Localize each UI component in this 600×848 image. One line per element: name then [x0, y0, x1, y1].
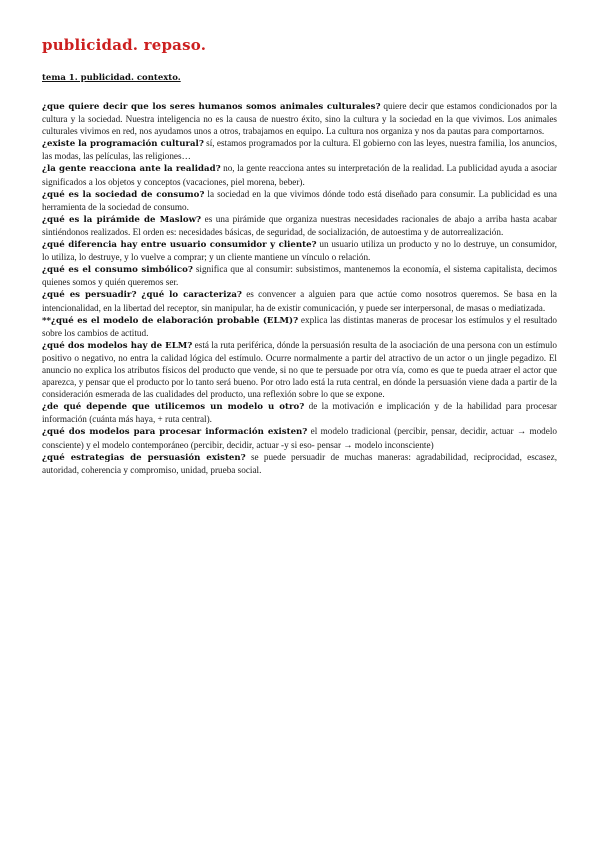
qa-item [42, 400, 557, 425]
page-title: publicidad. repaso. [42, 36, 207, 54]
answer-text: un usuario utiliza un producto y no lo destruye, un consumidor, lo utiliza, lo destruye, y lo vuelve a comprar; y un cliente mantiene un vínculo o relación. [42, 239, 557, 263]
question-text: ¿qué estrategias de persuasión existen? [42, 452, 246, 463]
answer-text: está la ruta periférica, dónde la persuasión resulta de la asociación de una persona con un estímulo positivo o negativo, no entra la calidad lógica del estímulo. Ocurre normalmente a partir del atractivo de un actor o un jingle pegadizo. El anuncio no explica los atributos físicos del producto que vende, si no que te persuade por otra vía, como es que te pueda atraer el actor que aparezca, y pensar que el producto por lo tanto será bueno. Por otro lado está la ruta central, en dónde la persuasión viene dada a partir de la consideración esmerada de las cualidades del producto, una reflexión sobre lo que se expone. [42, 339, 557, 400]
answer-text: es convencer a alguien para que actúe como nosotros queremos. Se basa en la intencionalidad, en la libertad del receptor, sin manipular, ha de existir comunicación, y puede ser interpersonal, de masas o mediatizada. [42, 289, 557, 313]
question-text: ¿la gente reacciona ante la realidad? [42, 164, 221, 175]
qa-item [42, 100, 557, 137]
question-text: ¿qué es persuadir? ¿qué lo caracteriza? [42, 290, 242, 301]
qa-item [42, 288, 557, 313]
question-text: ¿qué es la pirámide de Maslow? [42, 214, 202, 225]
question-text: ¿qué diferencia hay entre usuario consumidor y cliente? [42, 240, 317, 251]
answer-text: explica las distintas maneras de procesar los estímulos y el resultado sobre los cambios de actitud. [42, 314, 557, 338]
qa-item [42, 137, 557, 162]
question-text: ¿qué dos modelos para procesar información existen? [42, 427, 308, 438]
qa-item [42, 238, 557, 263]
qa-item [42, 213, 557, 238]
answer-text: sí, estamos programados por la cultura. El gobierno con las leyes, nuestra familia, los anuncios, las modas, las películas, las religiones… [42, 138, 557, 162]
answer-text: de la motivación e implicación y de la habilidad para procesar información (cuánta más haya, + ruta central). [42, 401, 557, 425]
answer-text: no, la gente reacciona antes su interpretación de la realidad. La publicidad ayuda a asociar significados a los objetos y conceptos (vacaciones, piel morena, beber). [42, 163, 557, 187]
question-text: ¿qué dos modelos hay de ELM? [42, 340, 193, 351]
qa-item [42, 314, 557, 339]
qa-item [42, 263, 557, 288]
answer-text: se puede persuadir de muchas maneras: agradabilidad, reciprocidad, escasez, autoridad, coherencia y compromiso, unidad, prueba social. [42, 451, 557, 475]
answer-text: el modelo tradicional (percibir, pensar, decidir, actuar → modelo consciente) y el modelo contemporáneo (percibir, decidir, actuar -y si eso- pensar → modelo inconsciente) [42, 426, 557, 450]
qa-item [42, 451, 557, 476]
qa-item [42, 188, 557, 213]
answer-text: quiere decir que estamos condicionados por la cultura y la sociedad. Nuestra inteligencia no es la causa de nuestro éxito, sino la cultura y la sociedad en la que vivimos. Los animales culturales vivimos en red, nos ayudamos unos a otros, trabajamos en equipo. La cultura nos organiza y nos da pautas para comportarnos. [42, 101, 557, 137]
question-text: ¿de qué depende que utilicemos un modelo u otro? [42, 402, 305, 413]
qa-item [42, 162, 557, 187]
answer-text: es una pirámide que organiza nuestras necesidades racionales de abajo a arriba hasta acabar sintiéndonos realizados. El orden es: necesidades básicas, de seguridad, de socialización, de autoestima y de autorrealización. [42, 213, 557, 237]
answer-text: significa que al consumir: subsistimos, mantenemos la economía, el sistema capitalista, decimos quienes somos y quién queremos ser. [42, 264, 557, 288]
qa-item [42, 425, 557, 450]
qa-item [42, 339, 557, 400]
question-text: ¿que quiere decir que los seres humanos somos animales culturales? [42, 102, 381, 112]
section-heading: tema 1. publicidad. contexto. [42, 73, 181, 83]
question-text: ¿existe la programación cultural? [42, 139, 204, 150]
question-text: ¿qué es la sociedad de consumo? [42, 189, 205, 200]
question-text: **¿qué es el modelo de elaboración probable (ELM)? [42, 315, 299, 326]
qa-list [42, 100, 557, 476]
answer-text: la sociedad en la que vivimos dónde todo está diseñado para consumir. La publicidad es una herramienta de la sociedad de consumo. [42, 188, 557, 212]
question-text: ¿qué es el consumo simbólico? [42, 265, 193, 276]
